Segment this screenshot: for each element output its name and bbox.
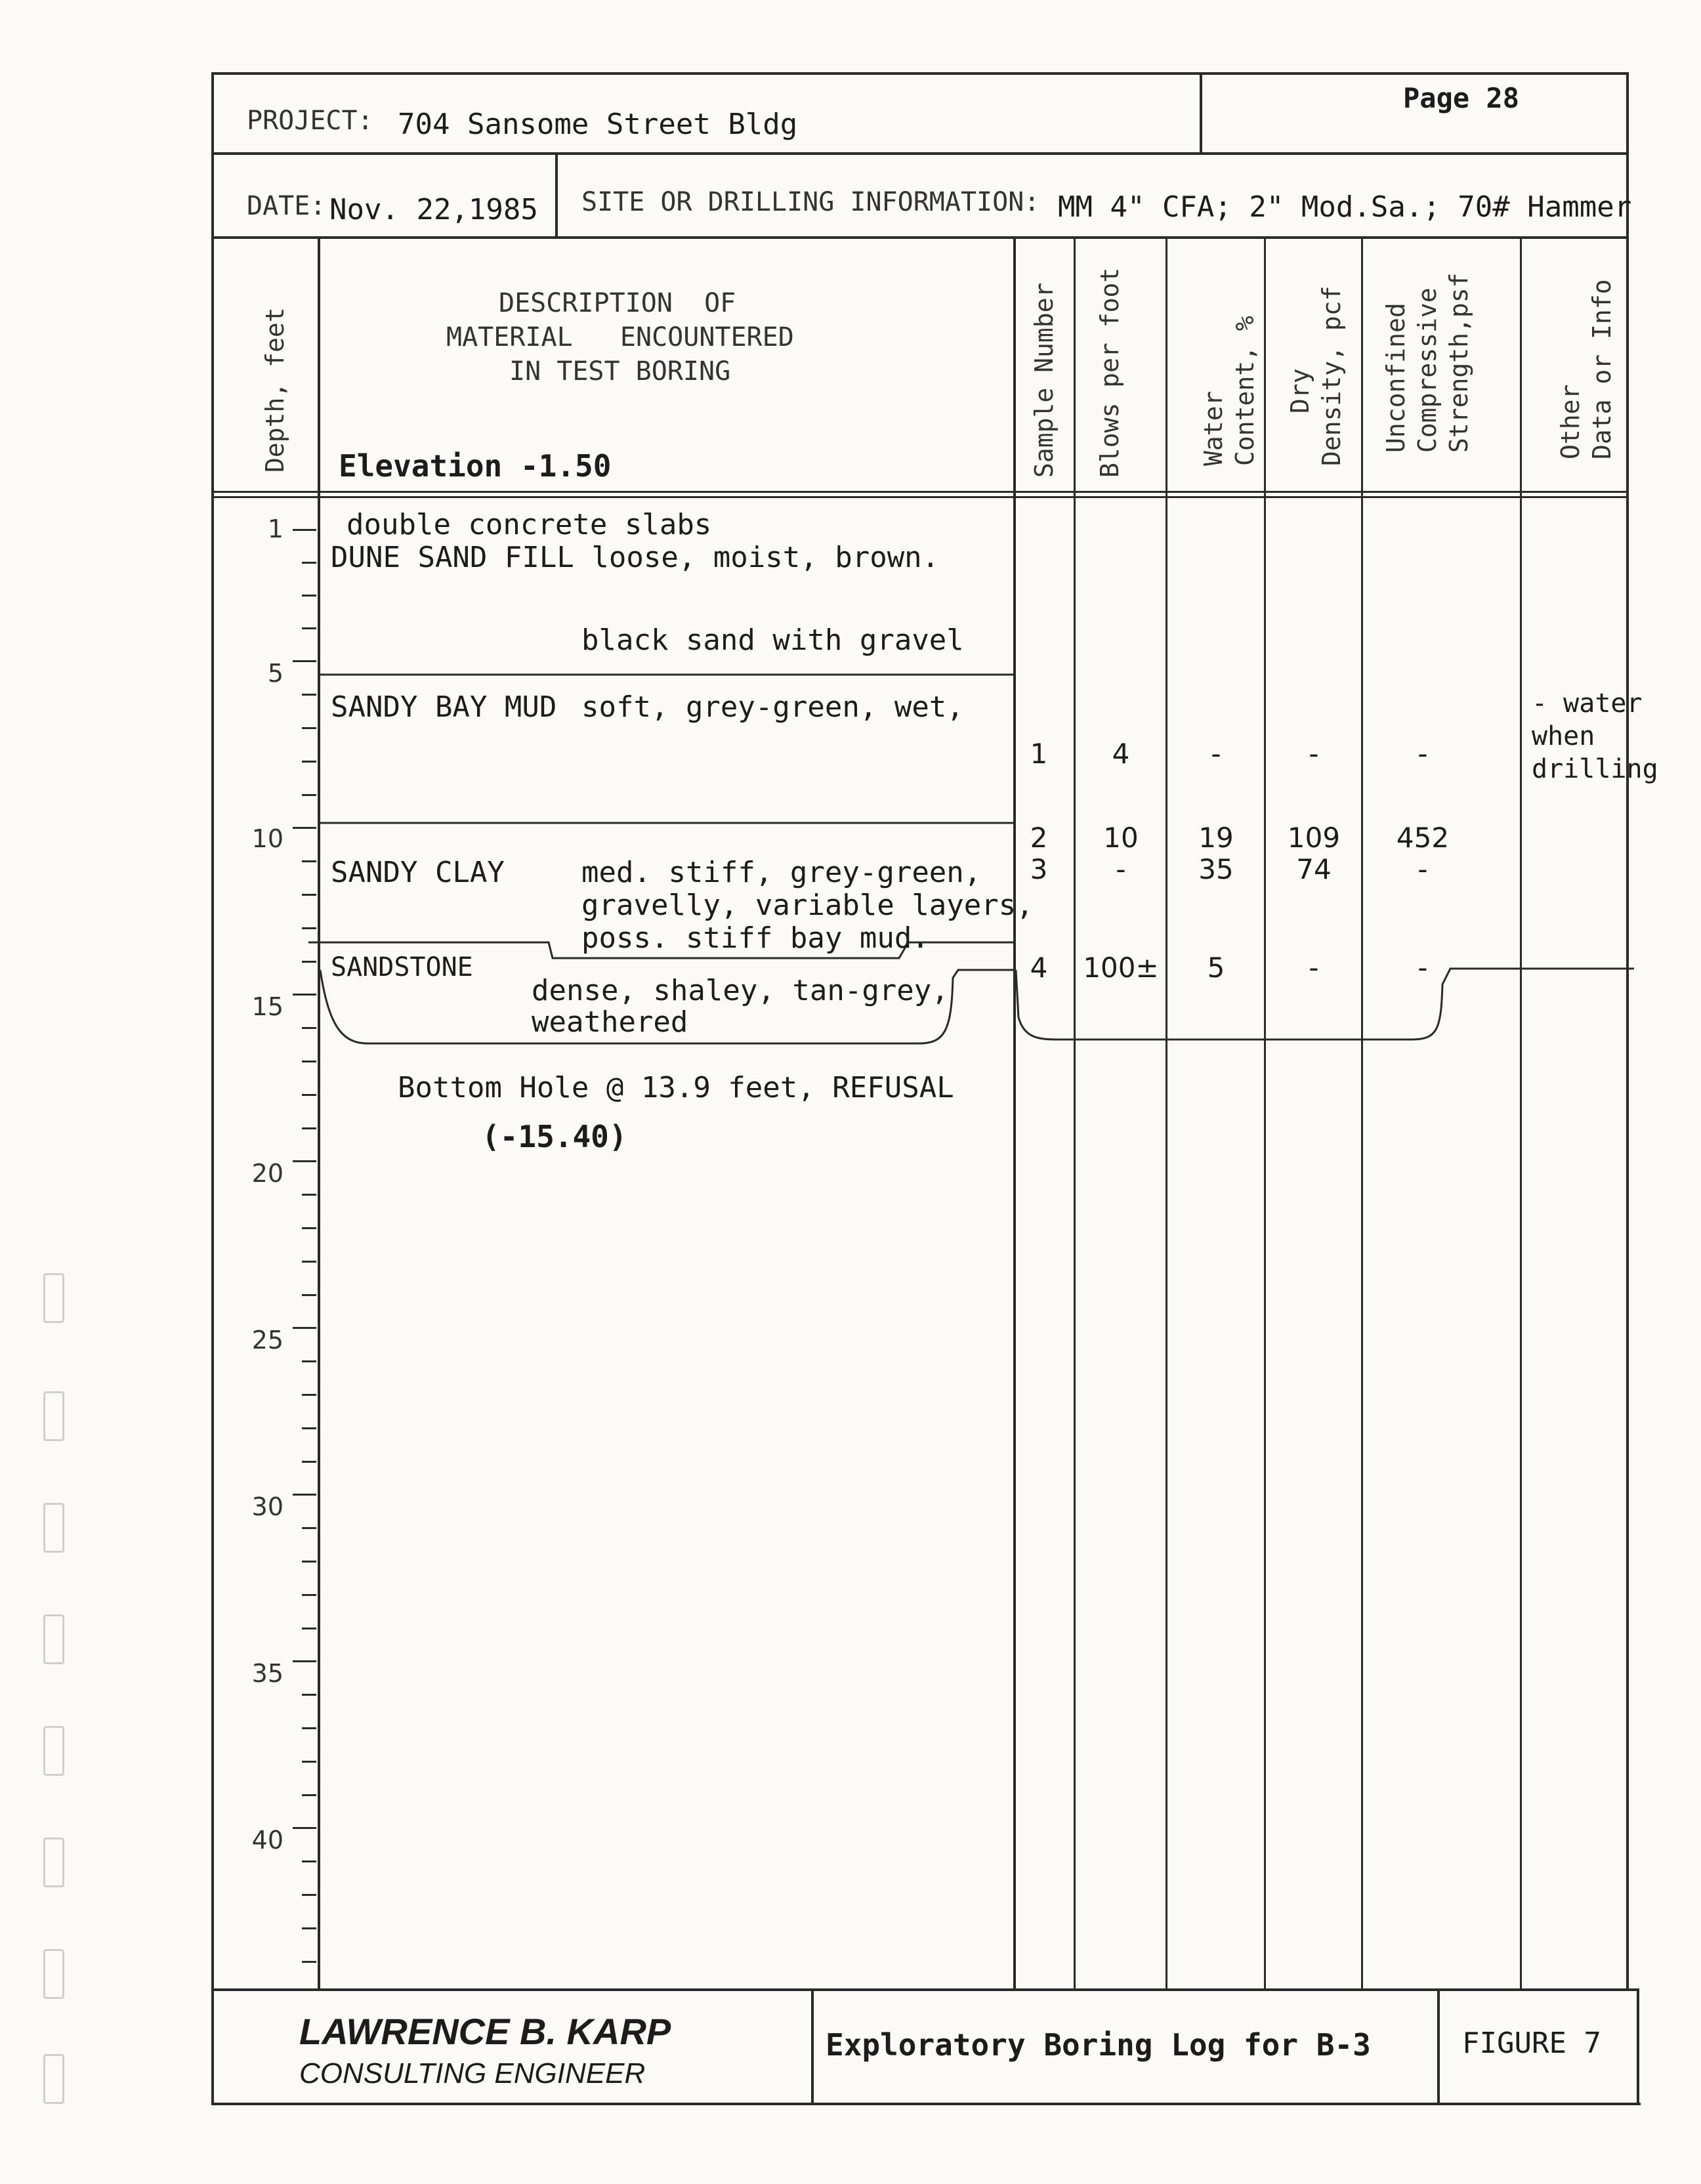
depth-label-1: 1 xyxy=(267,514,284,543)
description-header-line3: IN TEST BORING xyxy=(509,356,731,387)
other-header-line2: Data or Info xyxy=(1587,279,1616,459)
desc-black-sand: black sand with gravel xyxy=(581,623,964,657)
depth-label-25: 25 xyxy=(251,1326,284,1354)
desc-concrete: double concrete slabs xyxy=(346,508,712,541)
depth-label-15: 15 xyxy=(251,992,284,1021)
bottom-elevation: (-15.40) xyxy=(482,1119,627,1154)
sample-4-density: - xyxy=(1309,952,1319,984)
description-header-line1: DESCRIPTION OF xyxy=(499,288,736,318)
other-info-line2: when xyxy=(1532,721,1595,751)
desc-sandy-clay-1: med. stiff, grey-green, xyxy=(581,856,982,889)
desc-sandy-clay-name: SANDY CLAY xyxy=(331,856,505,889)
sample-4-number: 4 xyxy=(1030,952,1048,984)
desc-dune-sand: DUNE SAND FILL loose, moist, brown. xyxy=(331,541,940,574)
elevation-label: Elevation -1.50 xyxy=(339,448,612,484)
bottom-hole-note: Bottom Hole @ 13.9 feet, REFUSAL xyxy=(398,1071,954,1104)
sample-2-blows: 10 xyxy=(1103,822,1139,854)
other-info-line1: - water xyxy=(1532,688,1643,719)
depth-label-10: 10 xyxy=(251,824,284,853)
water-header-line1: Water xyxy=(1199,390,1228,466)
depth-label-30: 30 xyxy=(251,1492,284,1521)
other-header-line1: Other xyxy=(1556,384,1585,459)
sample-1-density: - xyxy=(1309,738,1319,770)
desc-sandy-clay-2: gravelly, variable layers, xyxy=(581,889,1034,922)
unconfined-header-line1: Unconfined xyxy=(1381,303,1410,453)
desc-bay-mud-detail: soft, grey-green, wet, xyxy=(581,690,964,724)
desc-bay-mud-name: SANDY BAY MUD xyxy=(331,690,557,724)
density-header-line2: Density, pcf xyxy=(1317,285,1346,466)
sample-2-density: 109 xyxy=(1287,822,1341,854)
depth-label-20: 20 xyxy=(251,1159,284,1188)
figure-label: FIGURE 7 xyxy=(1462,2026,1601,2060)
description-header-line2: MATERIAL ENCOUNTERED xyxy=(446,322,794,352)
water-header-line2: Content, % xyxy=(1230,316,1259,466)
sample-1-water: - xyxy=(1211,738,1221,770)
sample-3-blows: - xyxy=(1116,853,1126,885)
sample-3-density: 74 xyxy=(1296,853,1332,885)
sample-2-strength: 452 xyxy=(1396,822,1450,854)
log-title: Exploratory Boring Log for B-3 xyxy=(826,2027,1371,2063)
desc-sandy-clay-3: poss. stiff bay mud. xyxy=(581,921,929,955)
unconfined-header-line2: Compressive xyxy=(1413,287,1442,453)
depth-label-5: 5 xyxy=(267,659,284,688)
depth-label-40: 40 xyxy=(251,1826,284,1855)
sample-number-header: Sample Number xyxy=(1030,282,1059,478)
project-value: 704 Sansome Street Bldg xyxy=(398,108,798,141)
sample-4-strength: - xyxy=(1418,952,1428,984)
site-value: MM 4" CFA; 2" Mod.Sa.; 70# Hammer xyxy=(1058,190,1632,224)
density-header-line1: Dry xyxy=(1286,368,1314,413)
sample-1-strength: - xyxy=(1418,738,1428,770)
company-subtitle: CONSULTING ENGINEER xyxy=(299,2057,646,2090)
date-value: Nov. 22,1985 xyxy=(329,193,538,226)
sample-4-blows: 100± xyxy=(1083,952,1159,984)
desc-sandstone-2: weathered xyxy=(532,1005,688,1039)
sample-1-number: 1 xyxy=(1030,738,1048,770)
depth-label-35: 35 xyxy=(251,1659,284,1688)
desc-sandstone-name: SANDSTONE xyxy=(331,952,473,982)
unconfined-header-line3: Strength,psf xyxy=(1444,272,1473,453)
sample-3-number: 3 xyxy=(1030,853,1048,885)
depth-column-header: Depth, feet xyxy=(261,307,289,472)
page-number: Page 28 xyxy=(1403,82,1520,114)
site-label: SITE OR DRILLING INFORMATION: xyxy=(581,187,1040,217)
blows-header: Blows per foot xyxy=(1095,267,1124,478)
other-info-line3: drilling xyxy=(1532,754,1658,784)
sample-2-water: 19 xyxy=(1198,822,1234,854)
date-label: DATE: xyxy=(247,191,326,221)
sample-1-blows: 4 xyxy=(1112,738,1130,770)
sample-3-strength: - xyxy=(1418,853,1428,885)
sample-3-water: 35 xyxy=(1198,853,1234,885)
project-label: PROJECT: xyxy=(247,106,373,136)
desc-sandstone-1: dense, shaley, tan-grey, xyxy=(532,974,949,1007)
company-name: LAWRENCE B. KARP xyxy=(299,2011,671,2052)
sample-2-number: 2 xyxy=(1030,822,1048,854)
sample-4-water: 5 xyxy=(1207,952,1225,984)
